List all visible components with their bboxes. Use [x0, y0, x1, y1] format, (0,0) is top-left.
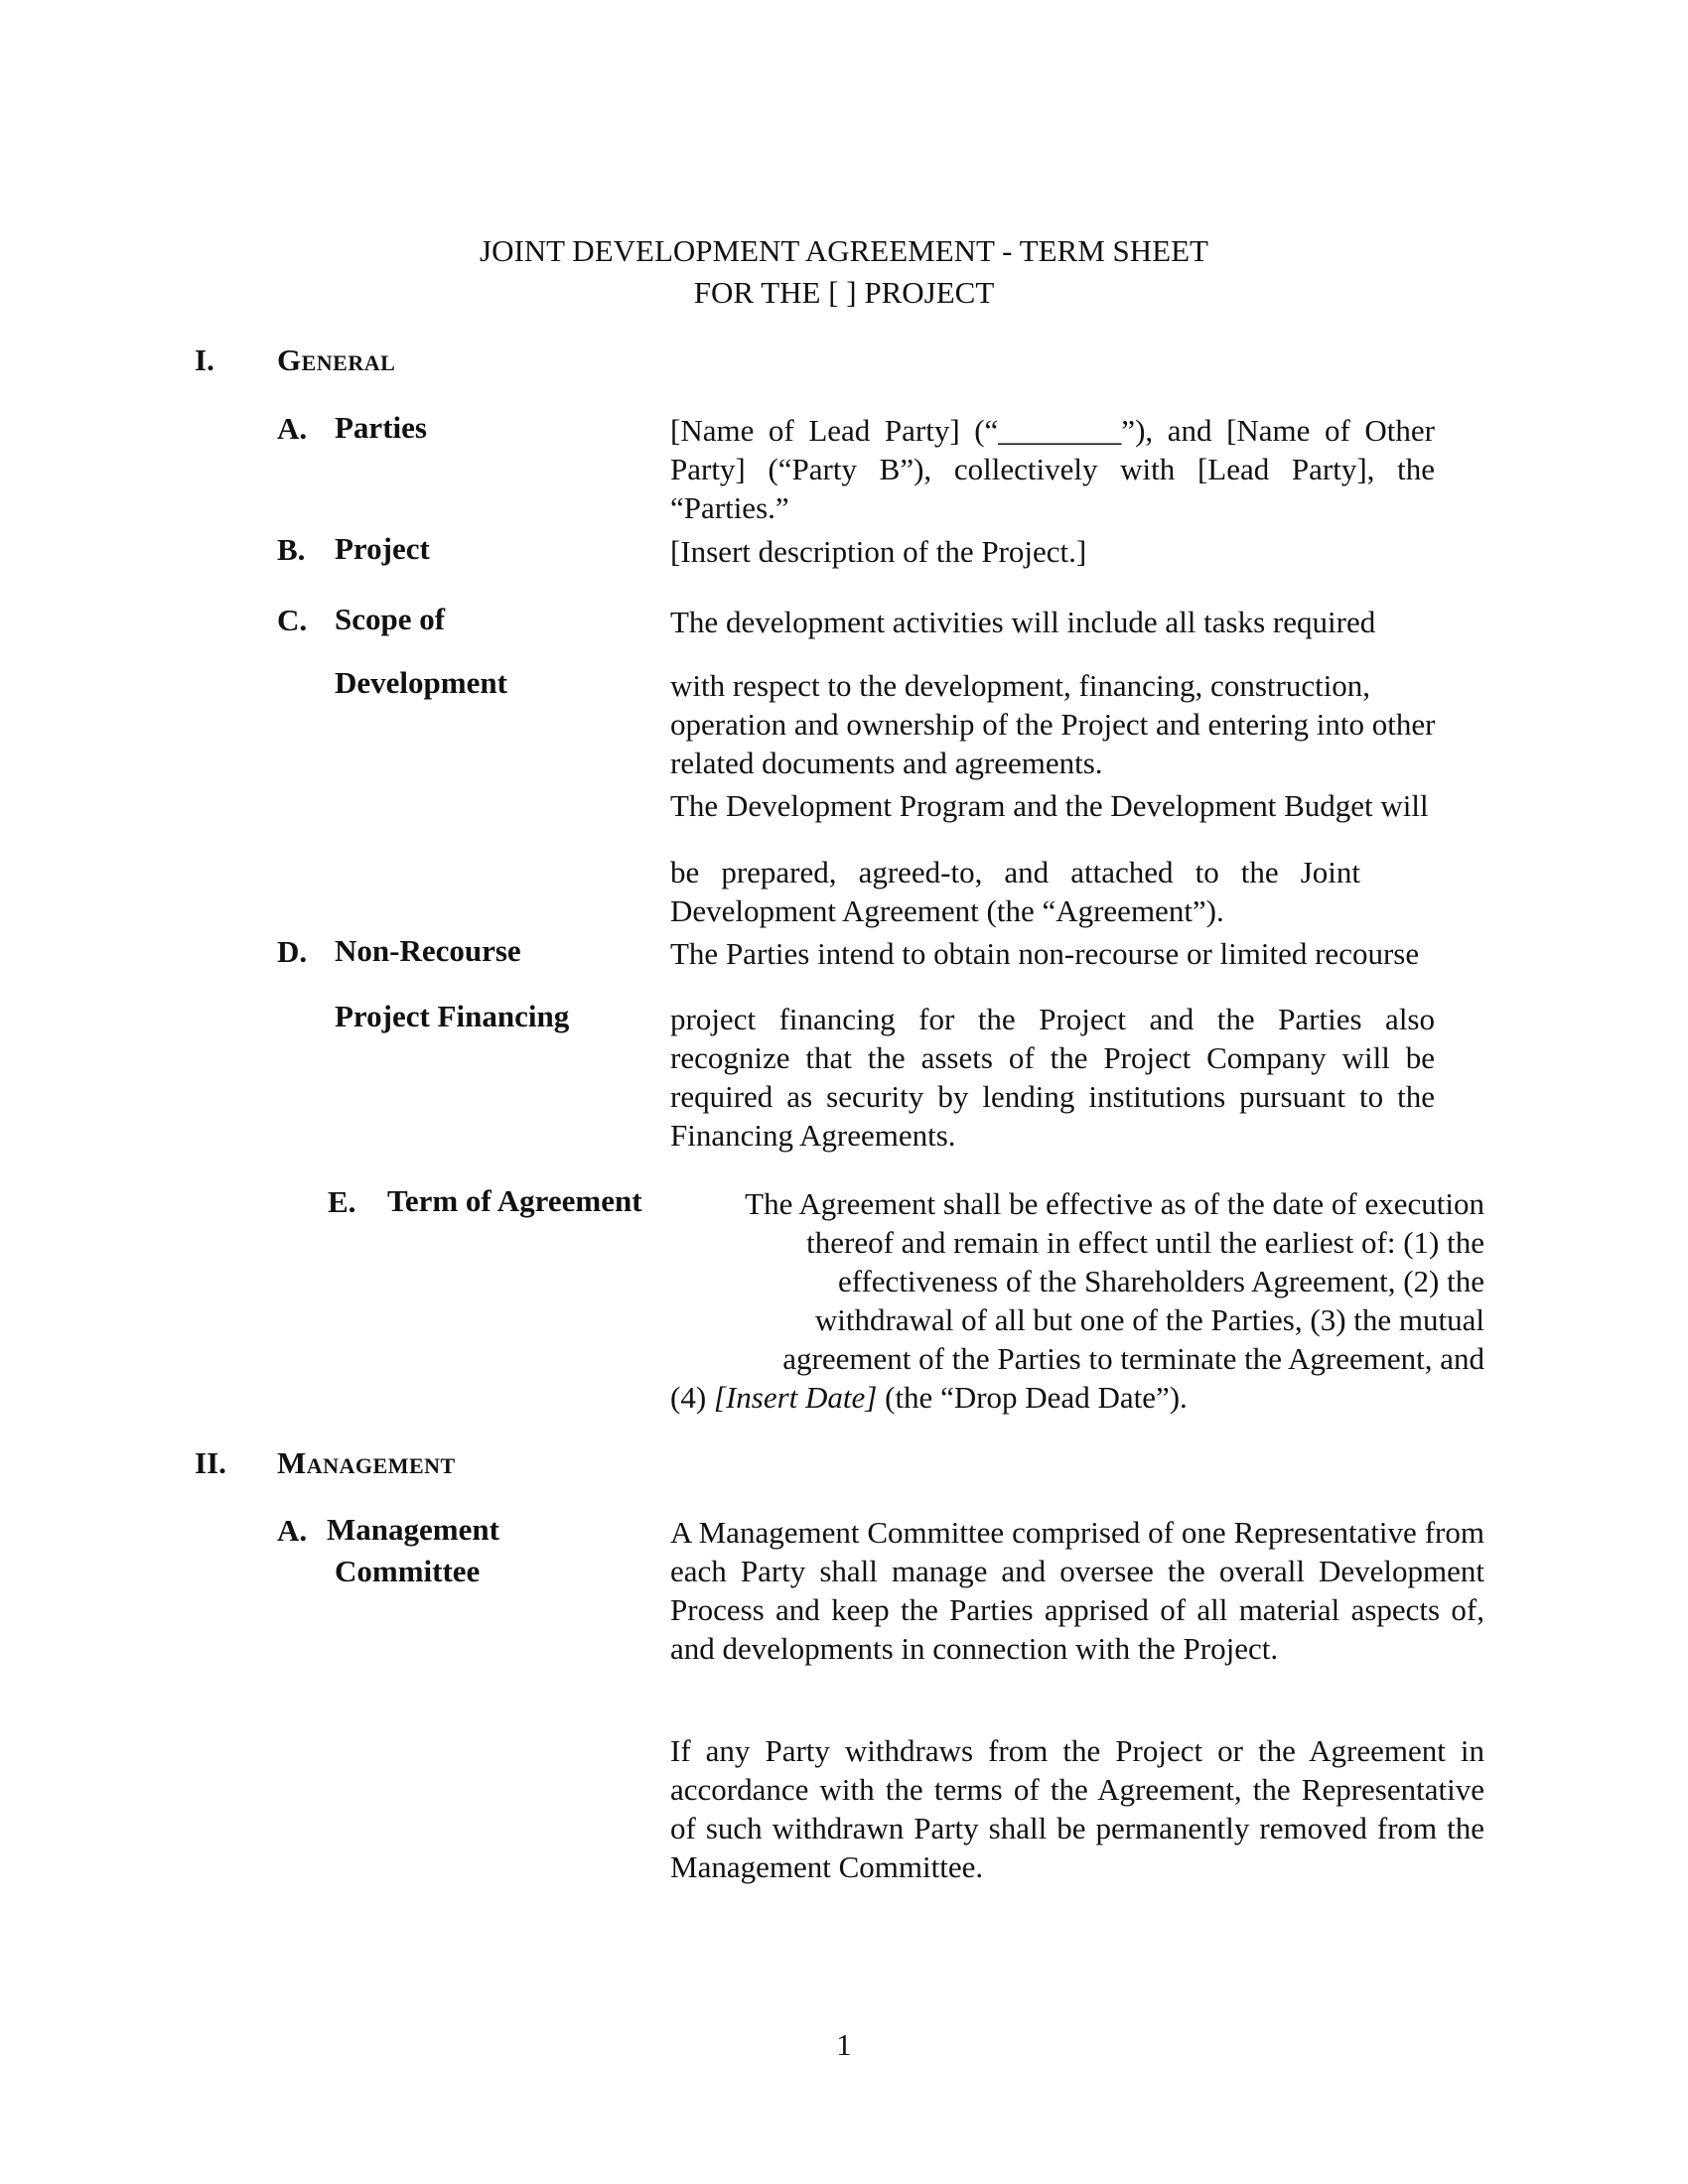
item-1c-letter: C.	[277, 603, 308, 637]
section-1-title: General	[277, 342, 396, 377]
section-1-numeral: I.	[195, 342, 214, 377]
item-1c-label-line2: Development	[335, 665, 507, 700]
item-1d-label-line2: Project Financing	[335, 999, 570, 1033]
item-2a-label-line2: Committee	[335, 1554, 481, 1588]
item-1e-text	[690, 1184, 1484, 1378]
item-1a-text: [Name of Lead Party] (“________”), and [Name of Other Party] (“Party B”), collectively with [Lead Party], the “Parties.”	[670, 413, 1435, 525]
item-1b-text: [Insert description of the Project.]	[670, 534, 1087, 569]
item-1e-last-line: (4) [Insert Date] (the “Drop Dead Date”).	[670, 1380, 1188, 1415]
section-2-numeral: II.	[195, 1445, 226, 1480]
item-1c-text-para2: be prepared, agreed-to, and attached to the Joint Development Agreement (the “Agreement”).	[670, 855, 1360, 928]
item-1c-text-line2: The Development Program and the Development Budget will	[670, 788, 1429, 823]
item-1d-letter: D.	[277, 934, 308, 969]
item-1b-letter: B.	[277, 532, 306, 567]
item-1c-text-para1: with respect to the development, financing, construction, operation and ownership of the Project and entering into other related documents and agreements.	[670, 668, 1436, 780]
item-1e-line-5: agreement of the Parties to terminate the Agreement, and	[782, 1341, 1484, 1376]
item-1e-label: Term of Agreement	[387, 1183, 642, 1218]
document-title-line2: FOR THE [ ] PROJECT	[693, 275, 995, 310]
item-1e-letter: E.	[328, 1184, 356, 1219]
section-2-title: Management	[277, 1445, 456, 1480]
item-2a-letter: A.	[277, 1513, 308, 1548]
item-1c-text-line1: The development activities will include all tasks required	[670, 605, 1376, 639]
item-1d-label-line1: Non-Recourse	[335, 933, 521, 968]
item-1a-label: Parties	[335, 410, 427, 445]
item-1b-label: Project	[335, 531, 430, 566]
item-1e-line-3: effectiveness of the Shareholders Agreement, (2) the	[837, 1264, 1484, 1298]
item-1e-line-2: thereof and remain in effect until the earliest of: (1) the	[806, 1225, 1484, 1260]
page-number: 1	[836, 2027, 852, 2062]
item-2a-para2: If any Party withdraws from the Project or the Agreement in accordance with the terms of the Agreement, the Representative of such withdrawn Party shall be permanently removed from the Management Committee.	[670, 1733, 1484, 1884]
item-1d-text-para1: project financing for the Project and the Parties also recognize that the assets of the Project Company will be required as security by lending institutions pursuant to the Financing Agreements.	[670, 1002, 1435, 1153]
item-1c-label-line1: Scope of	[335, 602, 446, 636]
document-title-line1: JOINT DEVELOPMENT AGREEMENT - TERM SHEET	[480, 233, 1208, 268]
item-1a-letter: A.	[277, 411, 308, 446]
item-1e-line-4: withdrawal of all but one of the Parties, (3) the mutual	[814, 1302, 1484, 1337]
item-2a-label-line1: Management	[327, 1512, 499, 1547]
item-1e-line-1: The Agreement shall be effective as of the date of execution	[745, 1186, 1484, 1221]
insert-date-placeholder: [Insert Date]	[713, 1380, 878, 1415]
item-1d-text-line1: The Parties intend to obtain non-recourse or limited recourse	[670, 936, 1420, 971]
item-2a-para1: A Management Committee comprised of one Representative from each Party shall manage and oversee the overall Development Process and keep the Parties apprised of all material aspects of, and developments in connection with the Project.	[670, 1515, 1484, 1666]
